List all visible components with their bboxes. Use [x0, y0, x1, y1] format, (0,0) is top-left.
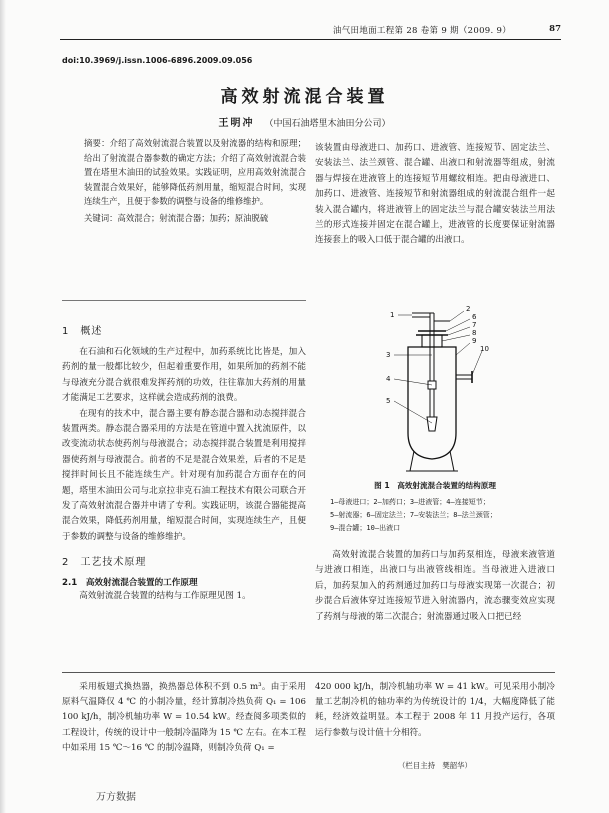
- author-name: 王明冲: [218, 118, 255, 129]
- section-1-heading: 1 概述: [62, 326, 103, 337]
- label-7: 7: [472, 321, 477, 329]
- running-header: [60, 24, 561, 38]
- figure-legend-line: 9—混合罐；10—出液口: [330, 524, 401, 532]
- journal-info: 油气田地面工程第 28 卷第 9 期（2009. 9）: [332, 26, 511, 36]
- figure-legend-line: 1—母液进口；2—加药口；3—进液管；4—连接短节；: [330, 498, 490, 506]
- jet-device: [427, 417, 437, 431]
- section-2-1-heading: 2.1 高效射流混合装置的工作原理: [62, 578, 198, 589]
- label-3: 3: [386, 351, 391, 359]
- label-2: 2: [466, 305, 471, 313]
- header-rule: [60, 39, 561, 40]
- previous-article-left: [62, 680, 306, 756]
- flange-neck: [422, 335, 442, 347]
- label-6: 6: [472, 313, 477, 321]
- label-4: 4: [386, 375, 391, 383]
- support-left: [410, 451, 414, 471]
- figure-caption: 图 1 高效射流混合装置的结构原理: [374, 481, 496, 490]
- label-10: 10: [480, 345, 489, 353]
- label-5: 5: [386, 397, 391, 405]
- section-2-heading: 2 工艺技术原理: [62, 557, 147, 569]
- leader-9: [456, 343, 470, 355]
- watermark: 万方数据: [96, 792, 136, 803]
- mixer-structure-figure: [360, 305, 510, 475]
- label-1: 1: [390, 311, 395, 319]
- previous-article-right: [315, 680, 555, 741]
- paper-title: 高效射流混合装置: [220, 87, 389, 107]
- leader-10: [472, 351, 482, 375]
- mixing-tank: [408, 347, 456, 459]
- abstract: [84, 136, 306, 226]
- affiliation: （中国石油塔里木油田分公司）: [264, 119, 391, 129]
- keywords: 关键词：高效混合；射流混合器；加药；原油脱硫: [84, 212, 269, 223]
- previous-article-left-text: 采用板翅式换热器，换热器总体积不到 0.5 m³。由于采用原料气温降仅 4 ℃ 的小制冷量，经计算制冷热负荷 Q₁ = 106 100 kJ/h，制冷机轴功率 W = 10.54 kW。经查阅多项类似的工程设计，传统的设计中一般制冷温降为 15 ℃ 左右。在本工程中如采用 15 ℃～16 ℃ 的制冷温降，则制冷负荷 Q₁ =: [62, 682, 306, 753]
- leader-2: [450, 311, 464, 321]
- leader-5: [394, 401, 432, 423]
- page-number: 87: [549, 24, 561, 34]
- leader-8: [442, 335, 470, 341]
- author-line: [0, 114, 609, 129]
- left-column: [62, 318, 306, 605]
- support-right: [450, 451, 454, 471]
- abstract-text: 摘要：介绍了高效射流混合装置以及射流器的结构和原理；给出了射流混合器参数的确定方法；介绍了高效射流混合装置在塔里木油田的试验效果。实践证明，应用高效射流混合装置混合效果好，能够降低药剂用量，缩短混合时间，实现连续生产，且便于参数的调整与设备的维修维护。: [84, 138, 306, 207]
- label-9: 9: [472, 337, 477, 345]
- doi: doi:10.3969/j.issn.1006-6896.2009.09.056: [62, 56, 253, 65]
- section-1-paragraph-1: 在石油和石化领域的生产过程中，加药系统比比皆是，加入药剂的量一般都比较少，但起着重要作用，如果所加的药剂不能与母液充分混合就很难发挥药剂的功效，往往靠加大药剂的用量才能满足工艺要求，这样就会造成药剂的浪费。: [62, 347, 306, 404]
- article-split-rule: [62, 672, 555, 673]
- section-2-1-paragraph: 高效射流混合装置的结构与工作原理见图 1。: [79, 591, 251, 602]
- section-1-paragraph-2: 在现有的技术中，混合器主要有静态混合器和动态搅拌混合装置两类。静态混合器采用的方法是在管道中置入扰流原件，以改变流动状态使药剂与母液混合；动态搅拌混合装置是利用搅拌器使药剂与母液混合。前者的不足是混合效果差，后者的不足是搅拌时间长且不能连续生产。针对现有加药混合方面存在的问题，塔里木油田公司与北京拉非克石油工程技术有限公司联合开发了高效射流混合器并申请了专利。实践证明，该混合器能提高混合效果，降低药剂用量，缩短混合时间，实现连续生产，且便于参数的调整与设备的维修维护。: [62, 408, 306, 542]
- structure-description: 该装置由母液进口、加药口、进液管、连接短节、固定法兰、安装法兰、法兰颈管、混合罐、出液口和射流器等组成，射流器与焊接在进液管上的连接短节用螺纹相连。把由母液进口、加药口、进液管、连接短节和射流器组成的射流混合组件一起装入混合罐内，将进液管上的固定法兰与混合罐安装法兰用法兰的形式连接并固定在混合罐上，进液管的长度要保证射流器连接套上的吸入口低于混合罐的出液口。: [315, 143, 555, 246]
- abstract-rule: [62, 300, 306, 301]
- label-8: 8: [472, 329, 477, 337]
- previous-article-right-text: 420 000 kJ/h，制冷机轴功率 W = 41 kW。可见采用小制冷量工艺制冷机的轴功率约为传统设计的 1/4，大幅度降低了能耗，经济效益明显。本工程于 2008 年 11 月投产运行，各项运行参数与设计值十分相符。: [315, 682, 555, 738]
- right-column-top: [315, 141, 555, 249]
- figure-legend-line: 5—射流器；6—固定法兰；7—安装法兰；8—法兰颈管；: [330, 511, 497, 519]
- right-column-bottom: [315, 548, 555, 625]
- mixing-process-paragraph: 高效射流混合装置的加药口与加药泵相连，母液来液管道与进液口相连，出液口与出液管线相连。当母液进入进液口后，加药泵加入的药剂通过加药口与母液实现第一次混合；初步混合后液体穿过连接短节进入射流器内，流态骤变效应实现了药剂与母液的第二次混合；射流器通过吸入口把已经: [315, 550, 555, 622]
- column-editor: （栏目主持 樊韶华）: [398, 761, 472, 770]
- figure-legend: [330, 496, 550, 535]
- leader-4: [394, 379, 432, 385]
